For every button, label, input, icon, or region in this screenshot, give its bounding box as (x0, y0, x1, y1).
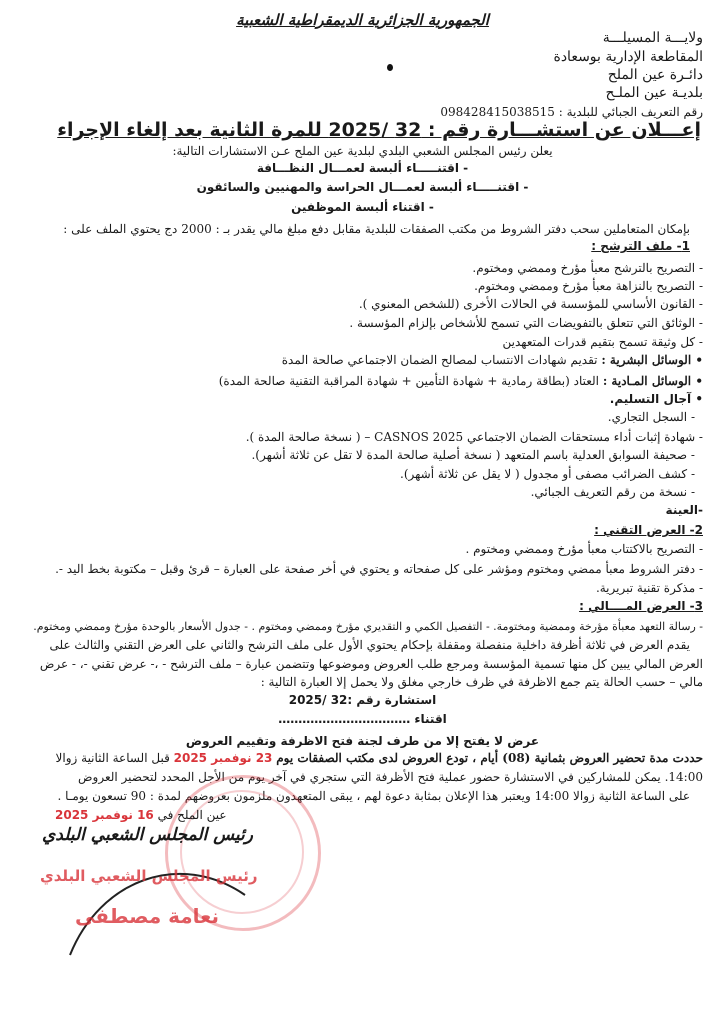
envelope-ref: استشارة رقم :32 /2025 (288, 693, 437, 707)
signature-place: عين الملح في 16 نوفمبر 2025 (55, 808, 227, 822)
wilaya: ولايـــة المسيلـــة (602, 30, 703, 46)
doc-item: - شهادة إثبات أداء مستحقات الضمان الاجتماعي CASNOS 2025 – ( نسخة صالحة المدة ). (245, 430, 703, 444)
section3-heading: 3- العرض المــــالي : (579, 599, 703, 613)
section1-item: - القانون الأساسي للمؤسسة في الحالات الأخرى (للشخص المعنوي ). (358, 297, 703, 311)
doc-item: - كشف الضرائب مصفى أو مجدول ( لا يقل عن ثلاثة أشهر). (400, 467, 695, 481)
material-means: • الوسائل المـادية : العتاد (بطاقة رمادية + شهادة التأمين + شهادة المراقبة التقنية صالحة المدة) (218, 374, 703, 388)
intro: يعلن رئيس المجلس الشعبي البلدي لبلدية عين الملح عـن الاستشارات التالية: (172, 144, 553, 158)
daira: دائـرة عين الملح (607, 67, 703, 83)
doc-item: - السجل التجاري. (607, 410, 695, 424)
deadline-line-1: حددت مدة تحضير العروض بثمانية (08) أيام ، تودع العروض لدى مكتب الصفقات يوم 23 نوفمبر 2025 قبل الساعة الثانية زوالا (55, 751, 703, 765)
deadline-line-2: 14:00. يمكن للمشاركين في الاستشارة حضور عملية فتح الأظرفة التي ستجري في آخر يوم من الأجل المحدد لتحضير العروض (78, 770, 703, 784)
doc-item: - نسخة من رقم التعريف الجبائي. (530, 485, 695, 499)
envelope-notice: عرض لا يفتح إلا من طرف لجنة فتح الاظرفة وتقييم العروض (185, 734, 540, 748)
section2-heading: 2- العرض التقني : (594, 523, 703, 537)
republic-header: الجمهورية الجزائرية الديمقراطية الشعبية (236, 11, 489, 29)
district: المقاطعة الإدارية بوسعادة (553, 49, 703, 65)
withdraw-text: بإمكان المتعاملين سحب دفتر الشروط من مكتب الصفقات للبلدية مقابل دفع مبلغ مالي يقدر بـ : 2000 دج يحتوي الملف على : (63, 222, 690, 236)
stamp-name: نعامة مصطفى (75, 904, 219, 928)
signature-scribble (60, 840, 260, 960)
human-means: • الوسائل البشرية : تقديم شهادات الانتساب لمصالح الضمان الاجتماعي صالحة المدة (281, 353, 703, 367)
tax-id: رقم التعريف الجبائي للبلدية : 098428415038515 (440, 105, 703, 119)
lot-3: - اقتناء ألبسة الموظفين (291, 200, 434, 214)
doc-item: - صحيفة السوابق العدلية باسم المتعهد ( نسخة أصلية صالحة المدة لا تقل عن ثلاثة أشهر). (251, 448, 695, 462)
sample: -العينة (665, 503, 703, 517)
lot-1: - اقتنـــــاء ألبسة لعمـــال النظـــافة (256, 161, 469, 175)
delivery: • آجال التسليم. (609, 392, 703, 406)
envelope-para: يقدم العرض في ثلاثة أظرفة داخلية منفصلة ومقفلة بإحكام يحتوي الأول على ملف الترشح والثاني على العرض التقني والثالث على (49, 638, 690, 652)
section1-item: - التصريح بالترشح معبأ مؤرخ وممضي ومختوم. (472, 261, 703, 275)
deadline-line-3: على الساعة الثانية زوالا 14:00 ويعتبر هذا الإعلان بمثابة دعوة لهم ، يبقى المتعهدون ملزمون بعروضهم لمدة : 90 تسعون يومـا . (57, 789, 690, 803)
section1-heading: 1- ملف الترشح : (591, 239, 690, 253)
section2-item: - التصريح بالاكتتاب معبأ مؤرخ وممضي ومختوم . (465, 542, 703, 556)
stamp-title: رئيس المجلس الشعبي البلدي (40, 867, 258, 885)
section2-item: - مذكرة تقنية تبريرية. (595, 581, 703, 595)
lot-2: - اقتنـــــاء ألبسة لعمـــال الحراسة والمهنيين والسائقون (196, 180, 529, 194)
section1-item: - التصريح بالنزاهة معبأ مؤرخ وممضي ومختوم. (474, 279, 703, 293)
section3-items: - رسالة التعهد معبأة مؤرخة وممضية ومختومة. - التفصيل الكمي و التقديري مؤرخ وممضي ومختوم . - جدول الأسعار بالوحدة مؤرخ وممضي ومختوم. (33, 620, 703, 633)
envelope-para: العرض المالي يبين كل منها تسمية المؤسسة ومرجع طلب العروض وموضوعها وتتضمن عبارة – ملف الترشح - ،- عرض تقني -، - عرض (39, 657, 703, 671)
dot-mark (387, 64, 393, 71)
deposit-date: 23 نوفمبر 2025 (173, 751, 273, 765)
page-title: إعـــلان عن استشـــارة رقم : 32 /2025 للمرة الثانية بعد إلغاء الإجراء (57, 119, 701, 141)
section1-item: - كل وثيقة تسمح بتقيم قدرات المتعهدين (502, 335, 703, 349)
envelope-object: اقتناء …………………………… (278, 712, 447, 726)
envelope-para: مالي – حسب الحالة يتم جمع الاظرفة في ظرف خارجي مغلق ولا يحمل إلا العبارة التالية : (260, 675, 703, 689)
signature-title: رئيس المجلس الشعبي البلدي (42, 825, 253, 845)
commune: بلديـة عين الملـح (605, 85, 703, 101)
signature-date: 16 نوفمبر 2025 (55, 808, 154, 822)
section2-item: - دفتر الشروط معبأ ممضي ومختوم ومؤشر على كل صفحاته و يحتوي في أخر صفحة على العبارة – قرئ وقبل – مكتوبة بخط اليد -. (55, 562, 703, 576)
section1-item: - الوثائق التي تتعلق بالتفويضات التي تسمح للأشخاص بإلزام المؤسسة . (349, 316, 703, 330)
